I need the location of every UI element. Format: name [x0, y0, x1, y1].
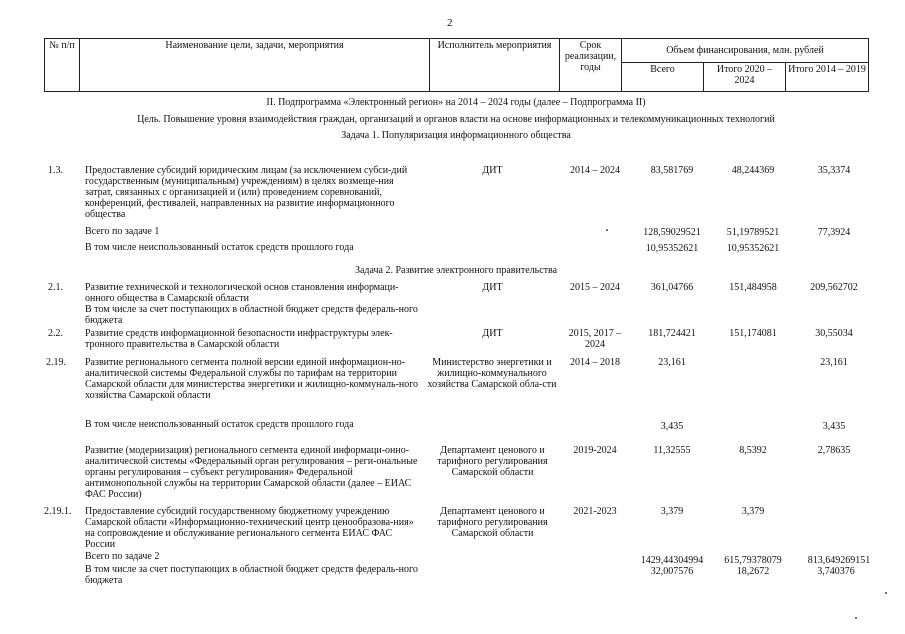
task-2-title: Задача 2. Развитие электронного правительства: [354, 265, 558, 276]
row-2-1-sub: В том числе за счет поступающих в областной бюджет средств федераль-ного бюджета: [85, 304, 418, 326]
header-name: Наименование цели, задачи, мероприятия: [80, 39, 430, 92]
header-num: № п/п: [45, 39, 80, 92]
scan-speck: [855, 617, 857, 619]
row-2-19-1-name: Предоставление субсидий государственному бюджетному учреждению Самарской области «Информационно-технический центр ценообразова-ния» на сопровождение и обслуживание регионального сегмента ЕИАС ФАС России: [85, 506, 414, 550]
table-header: [44, 38, 869, 92]
row-1-3-total: 83,581769: [650, 165, 694, 176]
row-modernization-total-2014: 2,78635: [817, 445, 851, 456]
goal-text: Цель. Повышение уровня взаимодействия граждан, организаций и органов власти на основе информационных и телекоммуникационных технологий: [137, 114, 775, 125]
row-2-1-total: 361,04766: [650, 282, 694, 293]
row-modernization-term: 2019-2024: [573, 445, 617, 456]
row-2-19-term: 2014 – 2018: [570, 357, 620, 368]
row-1-3-num: 1.3.: [48, 165, 63, 176]
row-1-3-total-2014: 35,3374: [817, 165, 851, 176]
row-1-3-name: Предоставление субсидий юридическим лицам (за исключением субси-дий государственным (муниципальным) учреждениям) в целях возмеще-ния затрат, связанных с организацией и (или) проведением соревнований, конференций, фестивалей, направленных на развитие информационного общества: [85, 165, 408, 220]
row-2-1-total-2014: 209,562702: [810, 282, 858, 293]
row-2-19-total: 23,161: [658, 357, 686, 368]
row-modernization-executor: Департамент ценового и тарифного регулирования Самарской области: [437, 445, 548, 478]
header-total-2020: Итого 2020 – 2024: [704, 63, 786, 92]
header-total: Всего: [622, 63, 704, 92]
task-2-federal-2020: 18,2672: [736, 566, 770, 577]
row-2-1-executor: ДИТ: [482, 282, 503, 293]
task-2-federal-total: 32,007576: [650, 566, 694, 577]
row-2-19-unused-label: В том числе неиспользованный остаток средств прошлого года: [85, 419, 354, 430]
task-1-unused-2020: 10,95352621: [726, 243, 780, 254]
task-1-total: 128,59029521: [643, 227, 701, 238]
scan-speck: [885, 592, 887, 594]
row-2-19-1-executor: Департамент ценового и тарифного регулирования Самарской области: [437, 506, 548, 539]
task-1-total-2014: 77,3924: [817, 227, 851, 238]
row-2-19-total-2014: 23,161: [820, 357, 848, 368]
task-2-total: 1429,44304994: [640, 555, 704, 566]
row-2-2-num: 2.2.: [48, 328, 63, 339]
task-2-federal-label: В том числе за счет поступающих в областной бюджет средств федераль-ного бюджета: [85, 564, 418, 586]
row-2-19-num: 2.19.: [46, 357, 66, 368]
row-2-19-name: Развитие регионального сегмента полной версии единой информацион-но-аналитической системы Федеральной службы по тарифам на территории Самарской области для министерства энергетики и жилищно-коммуналь-ного хозяйства Самарской области: [85, 357, 419, 401]
row-2-1-term: 2015 – 2024: [570, 282, 620, 293]
row-2-19-1-term: 2021-2023: [573, 506, 617, 517]
task-2-total-label: Всего по задаче 2: [85, 551, 160, 562]
row-2-2-total-2014: 30,55034: [815, 328, 853, 339]
header-executor: Исполнитель мероприятия: [430, 39, 560, 92]
row-2-2-name: Развитие средств информационной безопасности инфраструктуры элек-тронного правительства в Самарской области: [85, 328, 393, 350]
task-1-total-2020: 51,19789521: [726, 227, 780, 238]
row-2-2-term: 2015, 2017 – 2024: [568, 328, 622, 350]
header-total-2014: Итого 2014 – 2019: [786, 63, 869, 92]
page-number: 2: [447, 17, 453, 29]
row-2-19-1-total-2020: 3,379: [741, 506, 765, 517]
row-2-19-executor: Министерство энергетики и жилищно-коммунального хозяйства Самарской обла-сти: [427, 357, 557, 390]
row-2-19-1-total: 3,379: [660, 506, 684, 517]
row-2-2-total-2020: 151,174081: [729, 328, 777, 339]
scan-speck: [606, 229, 608, 231]
row-1-3-term: 2014 – 2024: [570, 165, 620, 176]
row-1-3-total-2020: 48,244369: [731, 165, 775, 176]
row-modernization-name: Развитие (модернизация) регионального сегмента единой информаци-онно-аналитической системы «Федеральный орган регулирования – реги-ональные органы регулирования – субъект регулирования» Федеральной антимонопольной службы на территории Самарской области (далее – ЕИАС ФАС России): [85, 445, 418, 500]
row-modernization-total: 11,32555: [653, 445, 691, 456]
task-1-title: Задача 1. Популяризация информационного общества: [341, 130, 571, 141]
row-modernization-total-2020: 8,5392: [739, 445, 767, 456]
task-2-total-2020: 615,79378079: [724, 555, 782, 566]
task-1-unused-label: В том числе неиспользованный остаток средств прошлого года: [85, 242, 354, 253]
subprogram-title: II. Подпрограмма «Электронный регион» на 2014 – 2024 годы (далее – Подпрограмма II): [266, 97, 646, 108]
row-2-19-unused-2014: 3,435: [822, 421, 846, 432]
task-1-unused-total: 10,95352621: [645, 243, 699, 254]
task-1-total-label: Всего по задаче 1: [85, 226, 160, 237]
row-1-3-executor: ДИТ: [482, 165, 503, 176]
row-2-1-name: Развитие технической и технологической основ становления информаци-онного общества в Самарской области: [85, 282, 399, 304]
row-2-19-1-num: 2.19.1.: [44, 506, 72, 517]
row-2-1-total-2020: 151,484958: [729, 282, 777, 293]
row-2-19-unused-total: 3,435: [660, 421, 684, 432]
task-2-federal-2014: 3,740376: [817, 566, 855, 577]
header-term: Срок реализации, годы: [560, 39, 622, 92]
row-2-1-num: 2.1.: [48, 282, 63, 293]
row-2-2-total: 181,724421: [648, 328, 696, 339]
row-2-2-executor: ДИТ: [482, 328, 503, 339]
task-2-total-2014: 813,649269151: [807, 555, 871, 566]
header-financing: Объем финансирования, млн. рублей: [622, 39, 869, 63]
